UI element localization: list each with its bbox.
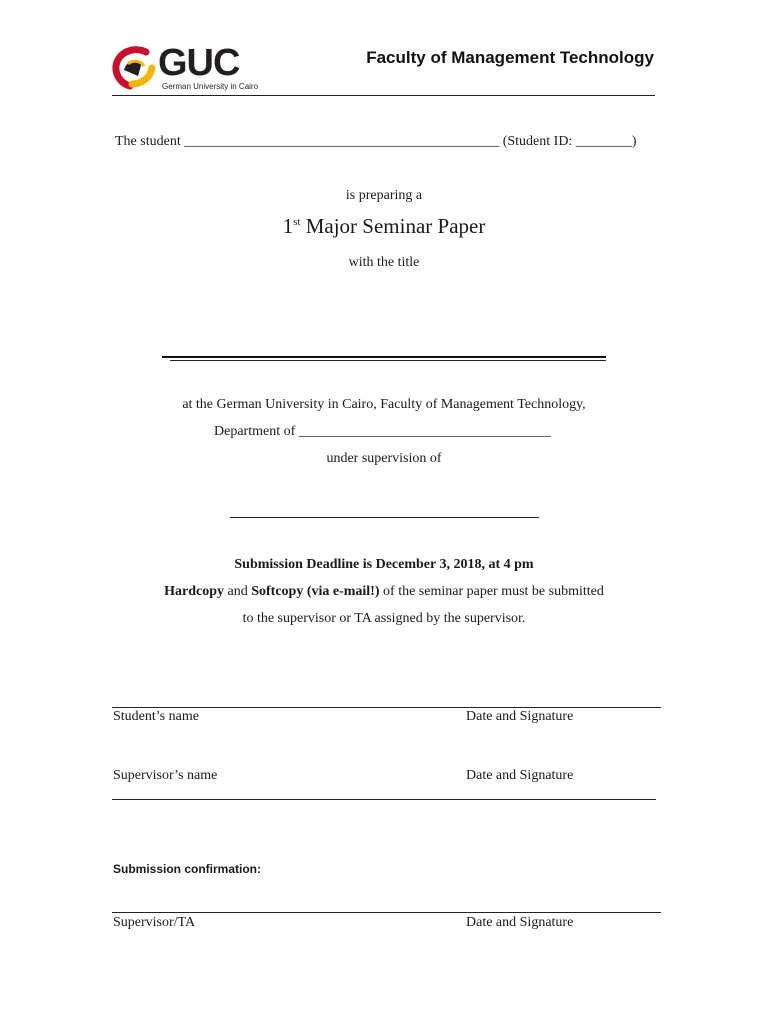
student-signature-rule[interactable]	[112, 707, 661, 708]
submission-instructions	[0, 584, 768, 600]
student-date-signature-label: Date and Signature	[466, 709, 574, 724]
title-blank-line[interactable]	[162, 356, 606, 358]
supervisor-date-signature-label: Date and Signature	[466, 768, 574, 783]
student-id-label: (Student ID:	[502, 134, 573, 149]
logo-text: GUC	[158, 42, 240, 84]
student-name-blank[interactable]: _____________________________________________	[184, 134, 500, 149]
hardcopy-label: Hardcopy	[164, 584, 224, 599]
softcopy-label: Softcopy (via e-mail!)	[251, 584, 380, 599]
and-label: and	[227, 584, 248, 599]
submission-confirmation-label: Submission confirmation:	[113, 862, 262, 876]
supervisor-name-label: Supervisor’s name	[113, 768, 218, 783]
paper-heading	[0, 214, 768, 239]
with-title-text: with the title	[348, 255, 420, 270]
student-id-close: )	[631, 134, 637, 149]
logo-subtext: German University in Cairo	[162, 82, 259, 91]
supervisor-signature-rule[interactable]	[112, 799, 656, 800]
instructions-line-3: to the supervisor or TA assigned by the supervisor.	[242, 611, 526, 626]
student-id-blank[interactable]: ________	[575, 134, 632, 149]
confirmation-date-signature-label: Date and Signature	[466, 915, 574, 930]
paper-title: Major Seminar Paper	[305, 214, 486, 238]
paper-number-suffix: st	[293, 216, 301, 228]
guc-emblem-icon	[112, 44, 158, 92]
student-name-label: Student’s name	[113, 709, 199, 724]
instructions-rest: of the seminar paper must be submitted	[383, 584, 604, 599]
logo	[112, 42, 259, 94]
student-label: The student	[115, 134, 181, 149]
department-blank[interactable]: ____________________________________	[298, 424, 551, 439]
deadline-text: Submission Deadline is December 3, 2018, at 4 pm	[234, 557, 534, 572]
supervisor-blank-line[interactable]	[230, 517, 539, 518]
title-blank-line-under	[170, 360, 606, 361]
paper-number: 1	[282, 214, 294, 238]
header-rule	[112, 95, 655, 96]
department-label: Department of	[214, 424, 296, 439]
faculty-title: Faculty of Management Technology	[366, 48, 654, 67]
supervisor-ta-label: Supervisor/TA	[113, 915, 196, 930]
student-line	[115, 134, 637, 150]
university-line: at the German University in Cairo, Faculty of Management Technology,	[182, 397, 586, 412]
preparing-text: is preparing a	[345, 188, 423, 203]
confirmation-signature-rule[interactable]	[112, 912, 661, 913]
supervision-text: under supervision of	[326, 451, 442, 466]
department-line	[214, 424, 551, 440]
